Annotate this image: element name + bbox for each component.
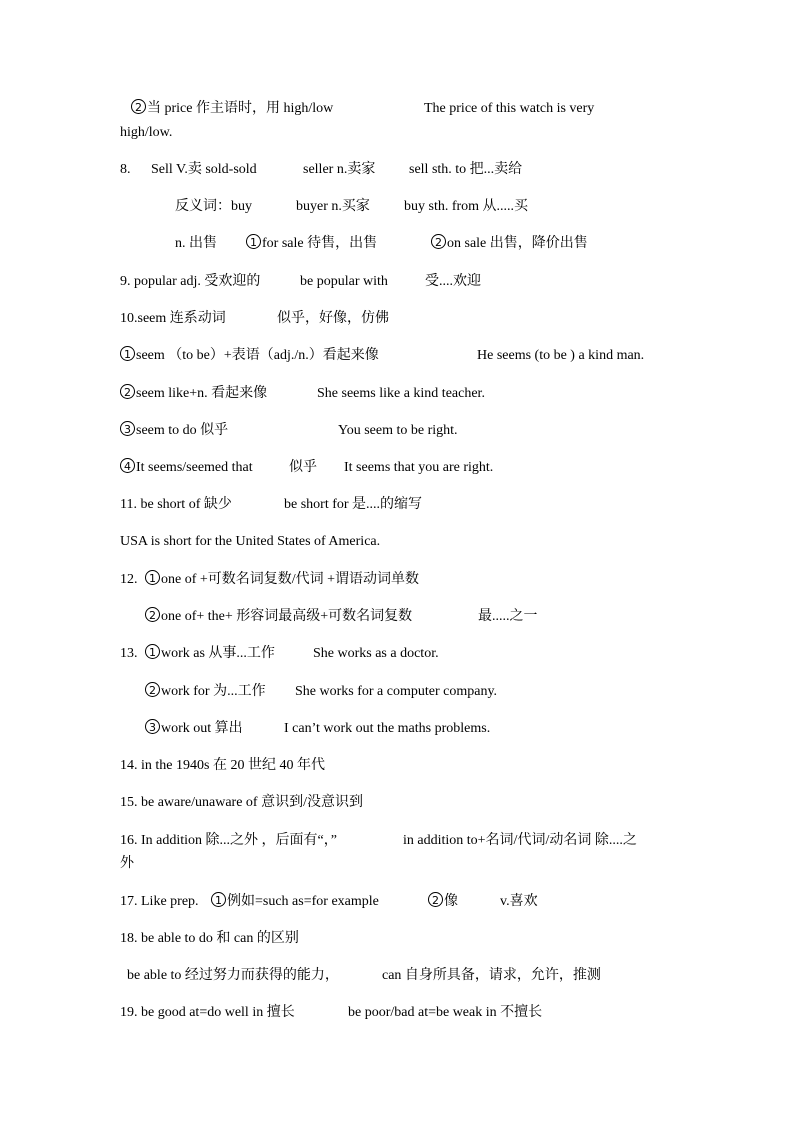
text-line-l11 [0,495,794,515]
text-line-l1b [0,123,794,143]
text-segment [175,234,217,254]
segment-text: 18. be able to do 和 can 的区别 [120,931,299,946]
text-segment [120,309,226,329]
text-line-l12 [0,570,794,590]
segment-text: work as 从事...工作 [161,646,275,661]
text-segment [478,607,538,627]
text-segment [120,421,228,441]
segment-text: Sell V.卖 sold-sold [151,162,257,177]
segment-text: 9. popular adj. 受欢迎的 [120,274,261,289]
text-segment [284,495,422,515]
circled-number: 1 [211,892,226,907]
segment-text: seem like+n. 看起来像 [136,386,268,401]
text-line-l12b [0,607,794,627]
text-segment [344,458,493,478]
segment-text: 像 [444,894,458,909]
segment-text: It seems/seemed that [136,460,253,475]
segment-text: be poor/bad at=be weak in 不擅长 [348,1005,543,1020]
text-segment [145,682,266,702]
segment-text: She seems like a kind teacher. [317,386,485,401]
text-segment [120,346,379,366]
text-segment [317,384,485,404]
segment-text: seller n.卖家 [303,162,376,177]
text-segment [303,160,375,180]
text-segment [120,892,199,912]
segment-text: He seems (to be ) a kind man. [477,348,645,363]
segment-text: seem （to be）+表语（adj./n.）看起来像 [136,348,379,363]
text-segment [120,123,172,143]
text-segment [120,495,232,515]
segment-text: The price of this watch is very [424,101,595,116]
segment-text: one of +可数名词复数/代词 +谓语动词单数 [161,572,420,587]
segment-text: for sale 待售，出售 [262,236,378,251]
text-segment [425,272,481,292]
segment-text: 19. be good at=do well in 擅长 [120,1005,295,1020]
text-line-l10c [0,421,794,441]
circled-number: 1 [145,644,160,659]
circled-number: 2 [145,682,160,697]
text-line-l9 [0,272,794,292]
segment-text: It seems that you are right. [344,460,494,475]
text-segment [120,1003,295,1023]
segment-text: She works as a doctor. [313,646,439,661]
text-line-l8c [0,234,794,254]
text-segment [403,831,637,851]
text-line-l16b [0,854,794,874]
text-line-l11b [0,532,794,552]
circled-number: 4 [120,458,135,473]
segment-text: work out 算出 [161,721,243,736]
text-segment [211,892,379,912]
segment-text: 反义词：buy [175,199,252,214]
text-segment [120,929,299,949]
text-segment [338,421,458,441]
segment-text: n. 出售 [175,236,217,251]
text-line-l18 [0,929,794,949]
segment-text: be able to 经过努力而获得的能力， [127,968,339,983]
text-segment [284,719,490,739]
text-line-l17 [0,892,794,912]
segment-text: 例如=such as=for example [227,894,379,909]
segment-text: work for 为...工作 [161,684,266,699]
segment-text: 似乎，好像，仿佛 [277,311,389,326]
text-segment [246,234,377,254]
text-line-l15 [0,793,794,813]
text-segment [120,756,325,776]
segment-text: one of+ the+ 形容词最高级+可数名词复数 [161,609,413,624]
text-segment [477,346,644,366]
circled-number: 3 [145,719,160,734]
text-segment [120,831,337,851]
text-segment [151,160,257,180]
text-line-l19 [0,1003,794,1023]
text-segment [300,272,388,292]
text-segment [120,532,380,552]
segment-text: 受....欢迎 [425,274,481,289]
text-segment [404,197,528,217]
text-line-l13b [0,682,794,702]
text-line-l13 [0,644,794,664]
text-segment [428,892,458,912]
text-segment [120,644,138,664]
text-segment [295,682,497,702]
text-line-l10 [0,309,794,329]
text-segment [145,644,275,664]
segment-text: 15. be aware/unaware of 意识到/没意识到 [120,795,363,810]
text-segment [289,458,317,478]
text-line-l14 [0,756,794,776]
text-line-l10a [0,346,794,366]
text-segment [145,719,243,739]
text-segment [120,570,138,590]
segment-text: 17. Like prep. [120,894,199,909]
text-line-l10b [0,384,794,404]
text-segment [431,234,588,254]
segment-text: sell sth. to 把...卖给 [409,162,523,177]
circled-number: 2 [431,234,446,249]
text-segment [382,966,601,986]
segment-text: 12. [120,572,138,587]
segment-text: 11. be short of 缺少 [120,497,232,512]
text-line-l18b [0,966,794,986]
text-segment [424,99,594,119]
circled-number: 2 [131,99,146,114]
text-line-l16 [0,831,794,851]
segment-text: buyer n.买家 [296,199,370,214]
circled-number: 2 [428,892,443,907]
segment-text: high/low. [120,125,173,140]
text-line-l8b [0,197,794,217]
circled-number: 3 [120,421,135,436]
text-segment [277,309,389,329]
circled-number: 1 [246,234,261,249]
segment-text: 16. In addition 除...之外 ，后面有“，” [120,833,337,848]
segment-text: She works for a computer company. [295,684,498,699]
segment-text: be short for 是....的缩写 [284,497,423,512]
segment-text: USA is short for the United States of America. [120,534,381,549]
segment-text: v.喜欢 [500,894,538,909]
text-line-l10d [0,458,794,478]
segment-text: buy sth. from 从.....买 [404,199,529,214]
text-segment [120,160,131,180]
segment-text: 13. [120,646,138,661]
segment-text: in addition to+名词/代词/动名词 除....之 [403,833,637,848]
text-line-l8 [0,160,794,180]
text-segment [131,99,333,119]
segment-text: seem to do 似乎 [136,423,229,438]
text-segment [120,793,363,813]
segment-text: 似乎 [289,460,317,475]
text-segment [120,854,134,874]
segment-text: 14. in the 1940s 在 20 世纪 40 年代 [120,758,325,773]
text-segment [120,384,267,404]
segment-text: I can’t work out the maths problems. [284,721,491,736]
text-segment [348,1003,542,1023]
segment-text: 8. [120,162,131,177]
text-line-l13c [0,719,794,739]
segment-text: on sale 出售，降价出售 [447,236,588,251]
text-segment [145,607,412,627]
text-segment [409,160,522,180]
segment-text: You seem to be right. [338,423,458,438]
segment-text: 10.seem 连系动词 [120,311,226,326]
segment-text: 最.....之一 [478,609,538,624]
circled-number: 2 [145,607,160,622]
text-segment [145,570,419,590]
text-line-l1 [0,99,794,119]
text-segment [120,458,253,478]
text-segment [500,892,538,912]
text-segment [127,966,339,986]
segment-text: 外 [120,856,134,871]
text-segment [120,272,260,292]
segment-text: can 自身所具备，请求，允许，推测 [382,968,601,983]
circled-number: 1 [145,570,160,585]
circled-number: 2 [120,384,135,399]
text-segment [175,197,252,217]
segment-text: 当 price 作主语时，用 high/low [147,101,334,116]
text-segment [296,197,370,217]
text-segment [313,644,439,664]
circled-number: 1 [120,346,135,361]
segment-text: be popular with [300,274,388,289]
